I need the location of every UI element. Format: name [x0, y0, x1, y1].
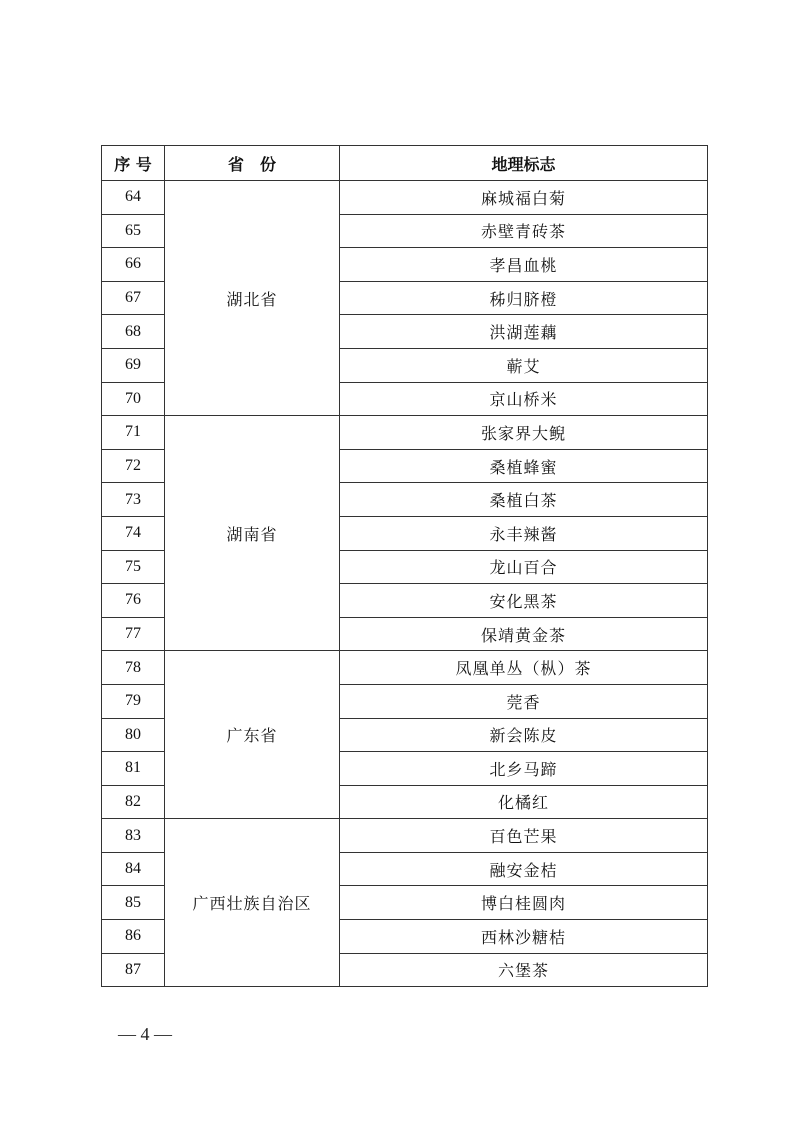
serial-number-cell: 71	[102, 416, 165, 450]
serial-number-cell: 72	[102, 449, 165, 483]
header-province: 省 份	[165, 146, 340, 181]
geographical-indication-cell: 百色芒果	[340, 819, 708, 853]
table-body	[102, 181, 708, 987]
page-number: — 4 —	[118, 1024, 172, 1044]
serial-number-cell: 83	[102, 819, 165, 853]
geographical-indication-cell: 京山桥米	[340, 382, 708, 416]
serial-number-cell: 70	[102, 382, 165, 416]
geographical-indication-cell: 凤凰单丛（枞）茶	[340, 651, 708, 685]
serial-number-cell: 79	[102, 684, 165, 718]
geographical-indication-cell: 莞香	[340, 684, 708, 718]
serial-number-cell: 65	[102, 214, 165, 248]
serial-number-cell: 64	[102, 181, 165, 215]
serial-number-cell: 81	[102, 752, 165, 786]
geographical-indication-cell: 西林沙糖桔	[340, 920, 708, 954]
geographical-indication-cell: 博白桂圆肉	[340, 886, 708, 920]
header-serial-number: 序 号	[102, 146, 165, 181]
province-cell: 广西壮族自治区	[165, 819, 340, 987]
geographical-indication-cell: 赤壁青砖茶	[340, 214, 708, 248]
serial-number-cell: 85	[102, 886, 165, 920]
serial-number-cell: 75	[102, 550, 165, 584]
serial-number-cell: 74	[102, 516, 165, 550]
table-row	[102, 819, 708, 853]
table-row	[102, 416, 708, 450]
geographical-indication-table	[101, 145, 708, 987]
geographical-indication-cell: 新会陈皮	[340, 718, 708, 752]
geographical-indication-cell: 安化黑茶	[340, 584, 708, 618]
geographical-indication-cell: 六堡茶	[340, 953, 708, 987]
geographical-indication-cell: 龙山百合	[340, 550, 708, 584]
table-row	[102, 651, 708, 685]
geographical-indication-cell: 孝昌血桃	[340, 248, 708, 282]
geographical-indication-cell: 保靖黄金茶	[340, 617, 708, 651]
serial-number-cell: 76	[102, 584, 165, 618]
geographical-indication-cell: 张家界大鲵	[340, 416, 708, 450]
serial-number-cell: 84	[102, 852, 165, 886]
geographical-indication-cell: 北乡马蹄	[340, 752, 708, 786]
serial-number-cell: 87	[102, 953, 165, 987]
province-cell: 湖北省	[165, 181, 340, 416]
serial-number-cell: 69	[102, 348, 165, 382]
serial-number-cell: 66	[102, 248, 165, 282]
serial-number-cell: 78	[102, 651, 165, 685]
table-row	[102, 181, 708, 215]
geographical-indication-cell: 麻城福白菊	[340, 181, 708, 215]
header-geographical-indication: 地理标志	[340, 146, 708, 181]
geographical-indication-cell: 秭归脐橙	[340, 281, 708, 315]
serial-number-cell: 86	[102, 920, 165, 954]
geographical-indication-cell: 桑植蜂蜜	[340, 449, 708, 483]
header-row	[102, 146, 708, 181]
serial-number-cell: 77	[102, 617, 165, 651]
geographical-indication-cell: 化橘红	[340, 785, 708, 819]
serial-number-cell: 67	[102, 281, 165, 315]
geographical-indication-cell: 永丰辣酱	[340, 516, 708, 550]
table-header	[102, 146, 708, 181]
geographical-indication-cell: 洪湖莲藕	[340, 315, 708, 349]
serial-number-cell: 80	[102, 718, 165, 752]
serial-number-cell: 82	[102, 785, 165, 819]
serial-number-cell: 68	[102, 315, 165, 349]
geographical-indication-cell: 桑植白茶	[340, 483, 708, 517]
geographical-indication-cell: 融安金桔	[340, 852, 708, 886]
serial-number-cell: 73	[102, 483, 165, 517]
geographical-indication-cell: 蕲艾	[340, 348, 708, 382]
province-cell: 湖南省	[165, 416, 340, 651]
province-cell: 广东省	[165, 651, 340, 819]
